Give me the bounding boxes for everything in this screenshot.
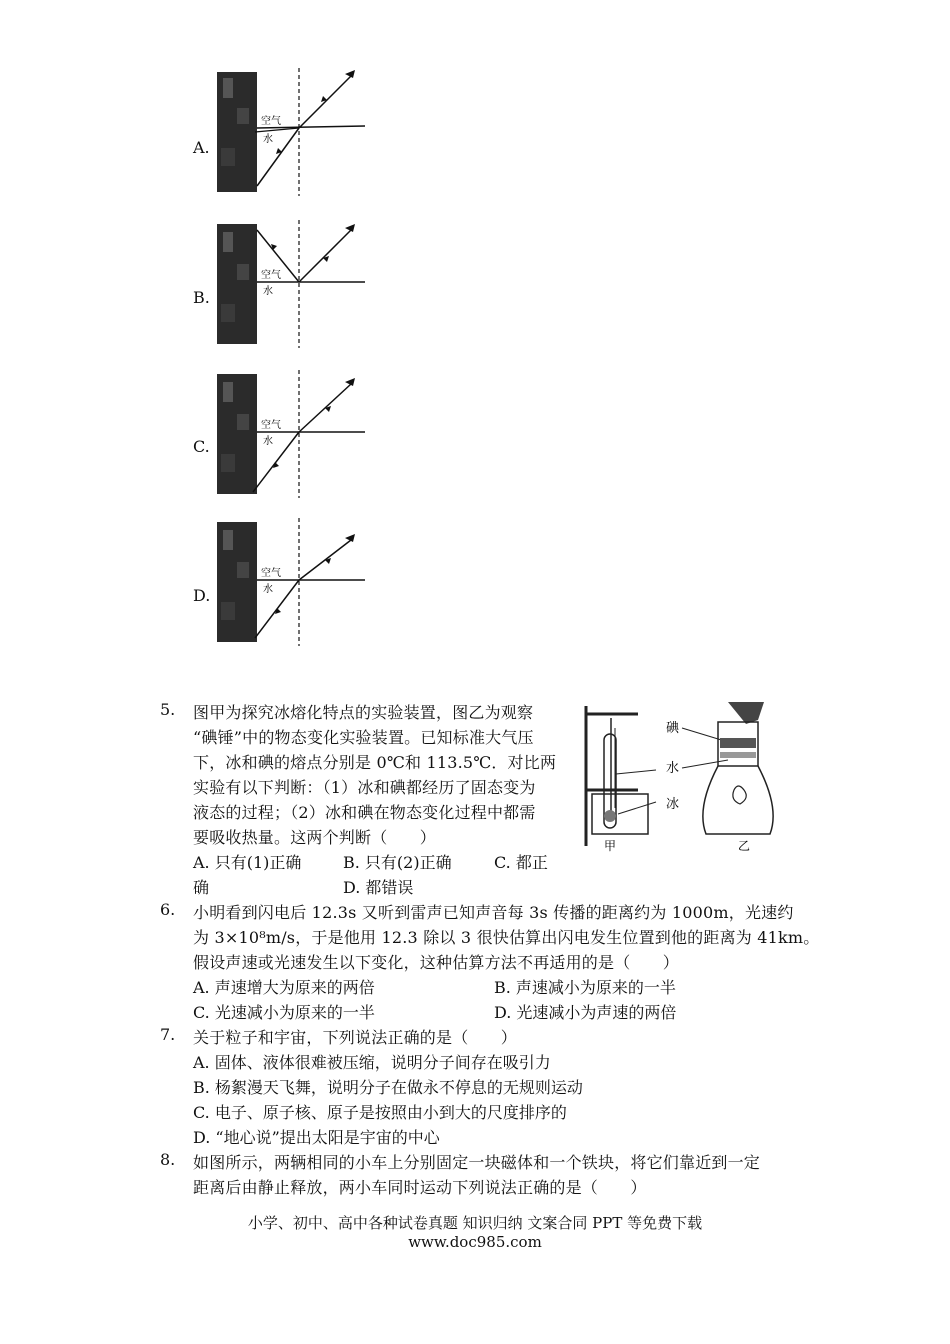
question-number: 7. [160, 1025, 176, 1044]
question-text: 假设声速或光速发生以下变化，这种估算方法不再适用的是（ ） [193, 953, 680, 972]
question-text: 要吸收热量。这两个判断（ ） [193, 828, 437, 847]
question-number: 8. [160, 1150, 176, 1169]
water-label: 水 [263, 584, 273, 595]
footer-text: 小学、初中、高中各种试卷真题 知识归纳 文案合同 PPT 等免费下载 [247, 1214, 703, 1232]
question-number: 6. [160, 900, 176, 919]
option-d[interactable]: D. 光速减小为声速的两倍 [494, 1003, 677, 1022]
option-a[interactable]: A. 固体、液体很难被压缩，说明分子间存在吸引力 [193, 1053, 551, 1072]
option-a[interactable]: A. 只有(1)正确 [193, 853, 302, 872]
option-c[interactable]: C. 光速减小为原来的一半 [193, 1003, 375, 1022]
experiment-figure [578, 698, 778, 856]
question-text: 下，冰和碘的熔点分别是 0℃和 113.5℃．对比两 [193, 753, 557, 772]
question-text: 为 3×10⁸m/s，于是他用 12.3 除以 3 很快估算出闪电发生位置到他的距离为 41km。 [193, 928, 820, 947]
question-number: 5. [160, 700, 176, 719]
refraction-diagram [215, 370, 375, 498]
question-text: 图甲为探究冰熔化特点的实验装置，图乙为观察 [193, 703, 534, 722]
question-text: 距离后由静止释放，两小车同时运动下列说法正确的是（ ） [193, 1178, 647, 1197]
refraction-diagram [215, 518, 375, 646]
option-label: A. [193, 138, 210, 157]
option-d[interactable]: D. 都错误 [343, 878, 414, 897]
question-text: 如图所示，两辆相同的小车上分别固定一块磁体和一个铁块，将它们靠近到一定 [193, 1153, 761, 1172]
option-c-continued: 确 [193, 878, 210, 897]
refraction-diagram [215, 68, 375, 196]
air-label: 空气 [261, 270, 281, 281]
air-label: 空气 [261, 420, 281, 431]
option-b[interactable]: B. 杨絮漫天飞舞，说明分子在做永不停息的无规则运动 [193, 1078, 583, 1097]
figure-label-yi: 乙 [738, 839, 751, 853]
option-label: B. [193, 288, 210, 307]
water-label: 水 [263, 436, 273, 447]
figure-label-jia: 甲 [604, 839, 617, 853]
option-c[interactable]: C. 都正 [494, 853, 548, 872]
water-label: 水 [263, 286, 273, 297]
option-b[interactable]: B. 只有(2)正确 [343, 853, 452, 872]
footer-url[interactable]: www.doc985.com [408, 1233, 542, 1251]
question-text: 小明看到闪电后 12.3s 又听到雷声已知声音每 3s 传播的距离约为 1000m，光速约 [193, 903, 794, 922]
question-text: “碘锤”中的物态变化实验装置。已知标准大气压 [193, 728, 534, 747]
question-text: 实验有以下判断：（1）冰和碘都经历了固态变为 [193, 778, 536, 797]
option-label: C. [193, 437, 210, 456]
ice-label: 冰 [666, 797, 680, 812]
option-c[interactable]: C. 电子、原子核、原子是按照由小到大的尺度排序的 [193, 1103, 567, 1122]
question-text: 关于粒子和宇宙，下列说法正确的是（ ） [193, 1028, 518, 1047]
option-a[interactable]: A. 声速增大为原来的两倍 [193, 978, 375, 997]
option-label: D. [193, 586, 211, 605]
air-label: 空气 [261, 116, 281, 127]
option-b[interactable]: B. 声速减小为原来的一半 [494, 978, 676, 997]
option-d[interactable]: D. “地心说”提出太阳是宇宙的中心 [193, 1128, 440, 1147]
water-label: 水 [263, 134, 273, 145]
question-text: 液态的过程；（2）冰和碘在物态变化过程中都需 [193, 803, 536, 822]
water-label: 水 [666, 761, 680, 776]
iodine-label: 碘 [666, 721, 680, 736]
air-label: 空气 [261, 568, 281, 579]
refraction-diagram [215, 220, 375, 348]
